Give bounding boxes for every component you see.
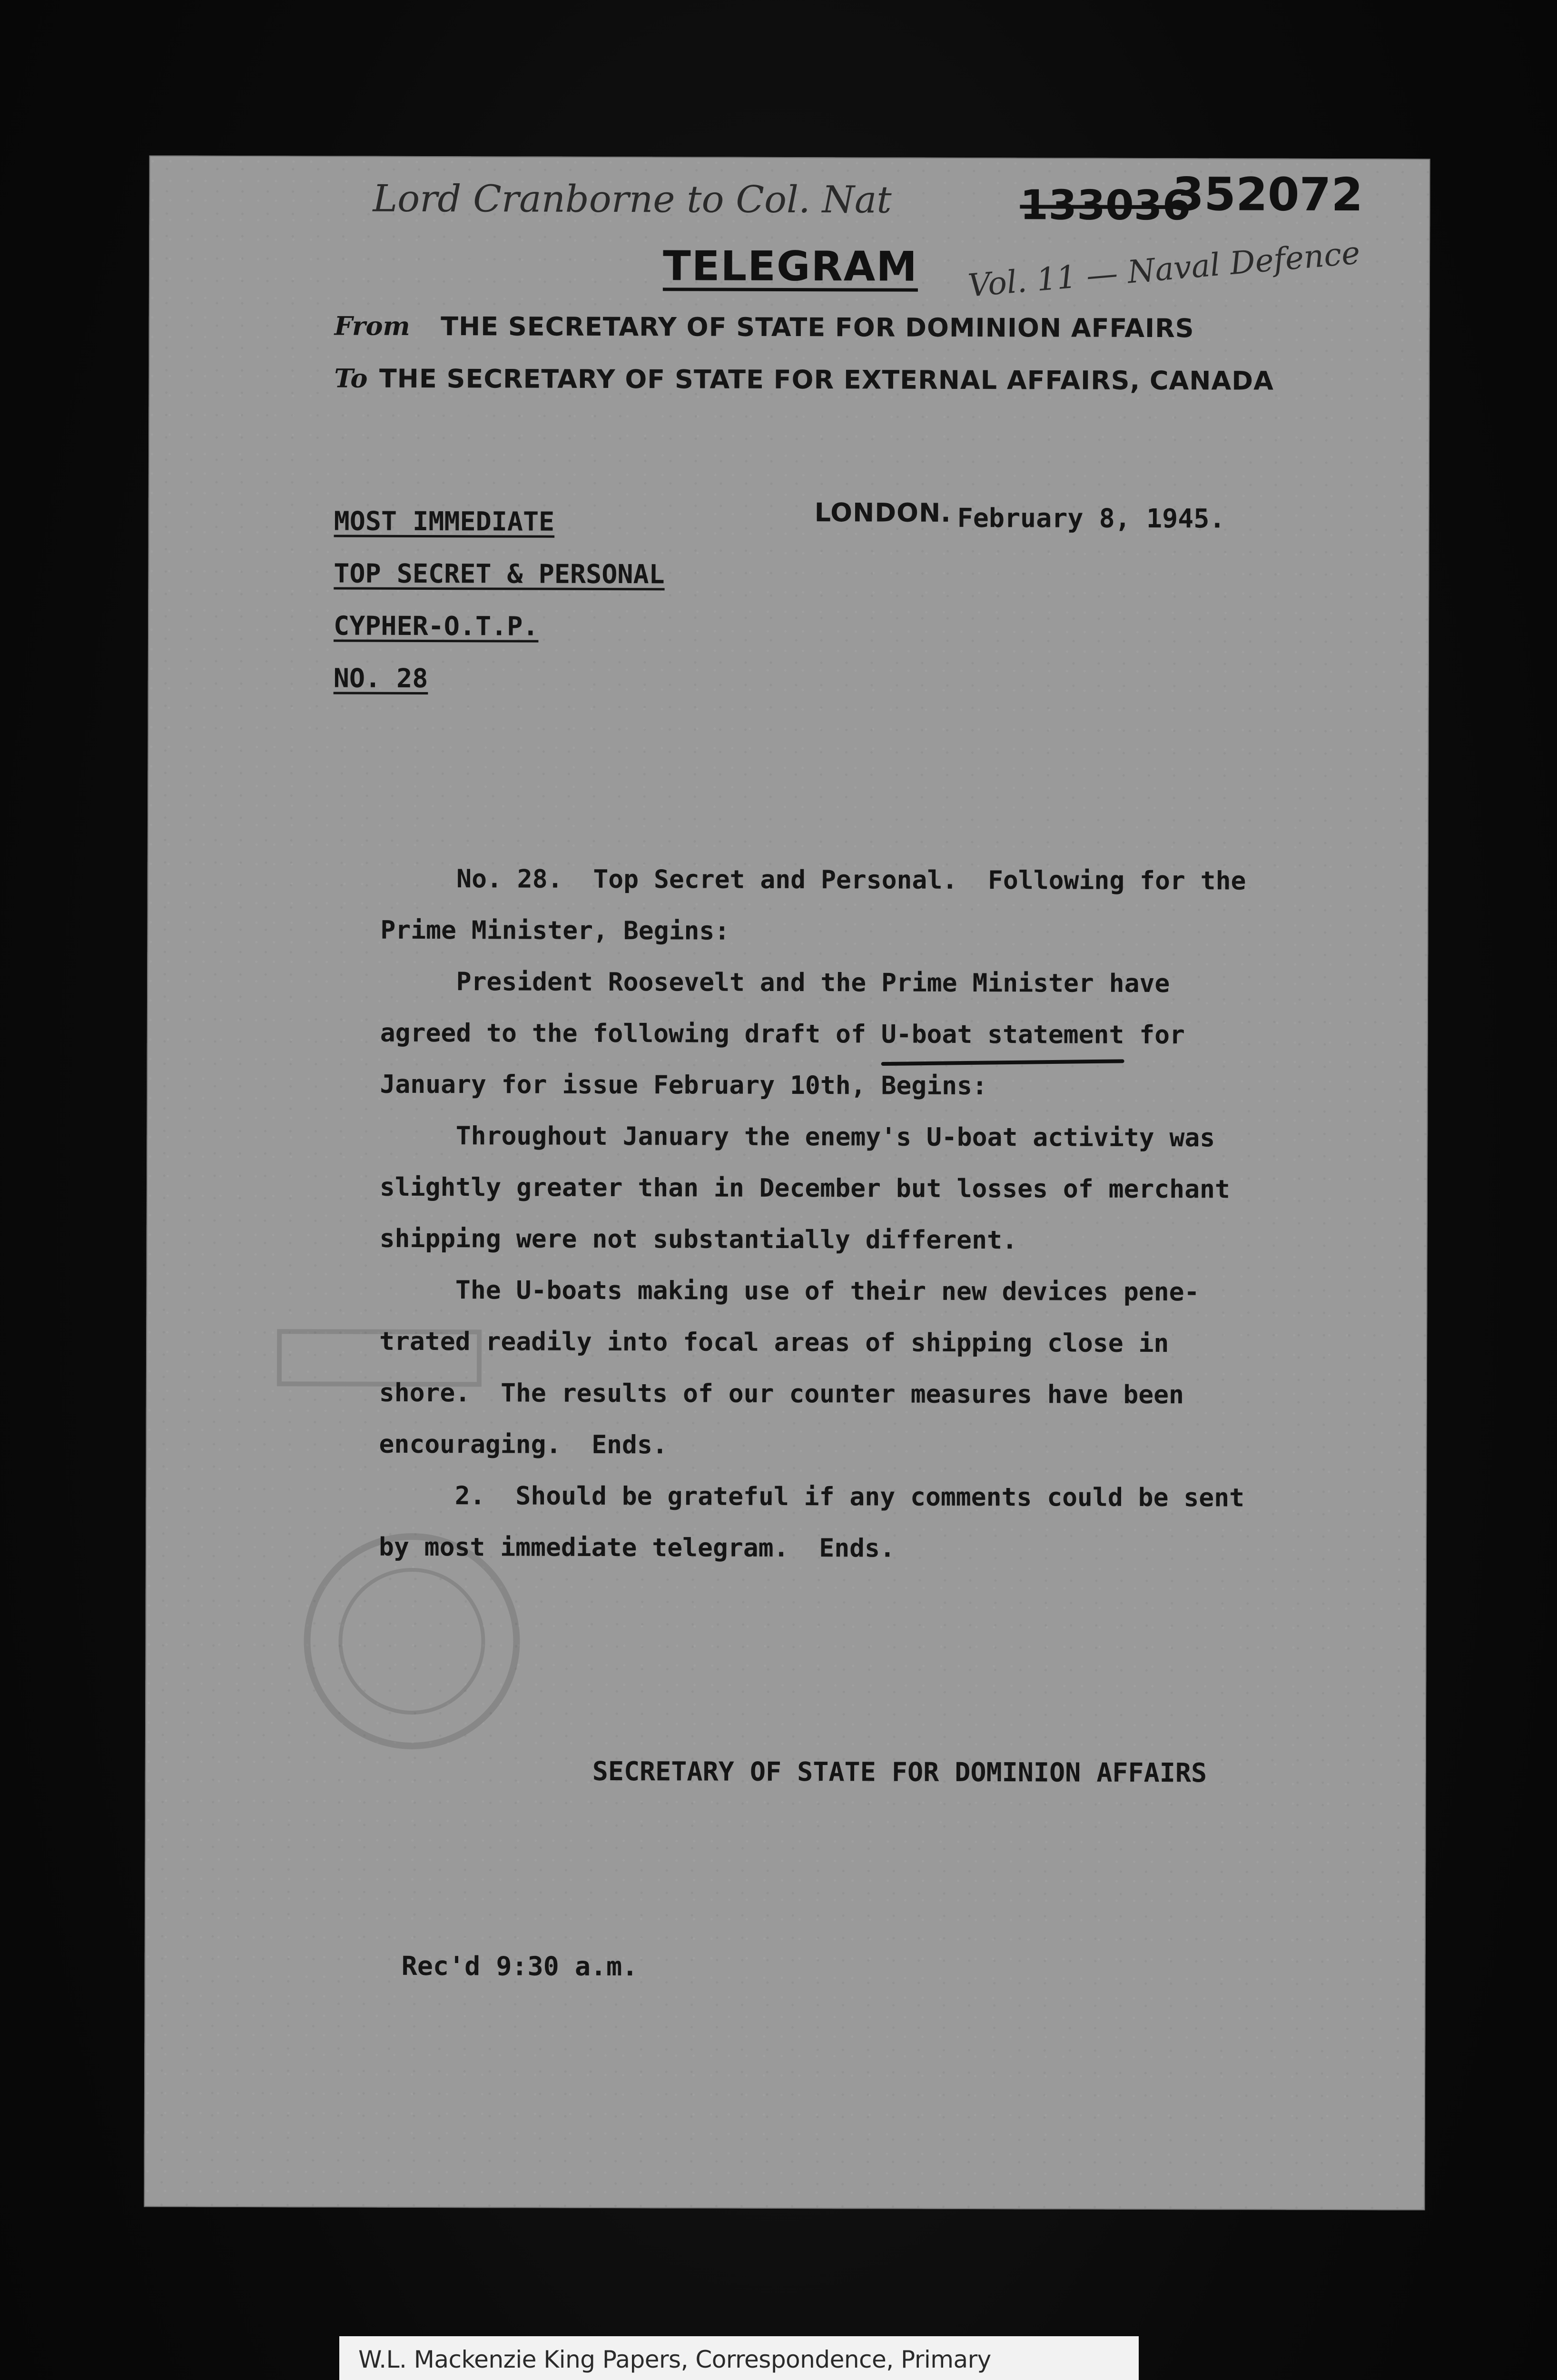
classification-number: NO. 28 — [333, 663, 428, 694]
body-line: by most immediate telegram. Ends. — [378, 1532, 895, 1563]
telegram-body — [379, 853, 1337, 1576]
body-line: shipping were not substantially different. — [379, 1224, 1017, 1255]
body-line: Prime Minister, Begins: — [380, 915, 730, 946]
to-value: THE SECRETARY OF STATE FOR EXTERNAL AFFAIRS, CANADA — [379, 363, 1274, 396]
body-line: 2. Should be grateful if any comments could be sent — [379, 1481, 1245, 1513]
signature-line: SECRETARY OF STATE FOR DOMINION AFFAIRS — [592, 1755, 1207, 1788]
body-line — [380, 1008, 1337, 1061]
classification-cypher: CYPHER-O.T.P. — [333, 610, 539, 642]
body-line-part: agreed to the following draft of — [380, 1018, 881, 1049]
body-line: slightly greater than in December but losses of merchant — [379, 1172, 1230, 1204]
body-line: trated readily into focal areas of shipping close in — [379, 1327, 1169, 1359]
received-time: Rec'd 9:30 a.m. — [401, 1950, 638, 1982]
caption-line-1: W.L. Mackenzie King Papers, Correspondence, Primary — [358, 2346, 991, 2373]
reference-number: 352072 — [1172, 168, 1363, 222]
body-line: President Roosevelt and the Prime Minister have — [380, 967, 1170, 999]
body-line-part: for — [1124, 1020, 1185, 1050]
body-line: encouraging. Ends. — [379, 1429, 668, 1460]
body-line: The U-boats making use of their new devices pene- — [379, 1275, 1200, 1307]
reference-number-old: 133036 — [1020, 181, 1191, 230]
document-title: TELEGRAM — [663, 245, 918, 292]
underlined-uboat-statement: U-boat statement — [881, 1009, 1124, 1061]
to-line — [334, 363, 1274, 396]
classification-top-secret: TOP SECRET & PERSONAL — [334, 558, 665, 590]
body-line: No. 28. Top Secret and Personal. Following for the — [380, 864, 1246, 896]
classification-most-immediate: MOST IMMEDIATE — [334, 506, 555, 537]
to-label: To — [334, 363, 368, 394]
body-line: shore. The results of our counter measures have been — [379, 1378, 1184, 1410]
body-line: Throughout January the enemy's U-boat activity was — [380, 1121, 1215, 1153]
from-value: THE SECRETARY OF STATE FOR DOMINION AFFAIRS — [441, 311, 1194, 344]
from-line — [335, 311, 1194, 344]
archive-caption-card — [339, 2336, 1139, 2380]
date-label: February 8, 1945. — [957, 502, 1225, 534]
handwritten-note-right: Vol. 11 — Naval Defence — [966, 234, 1361, 304]
handwritten-note-top: Lord Cranborne to Col. Nat — [373, 177, 892, 222]
telegram-sheet — [144, 155, 1430, 2210]
place-label: LONDON. — [814, 497, 951, 528]
from-label: From — [334, 310, 410, 341]
body-line: January for issue February 10th, Begins: — [380, 1070, 987, 1101]
